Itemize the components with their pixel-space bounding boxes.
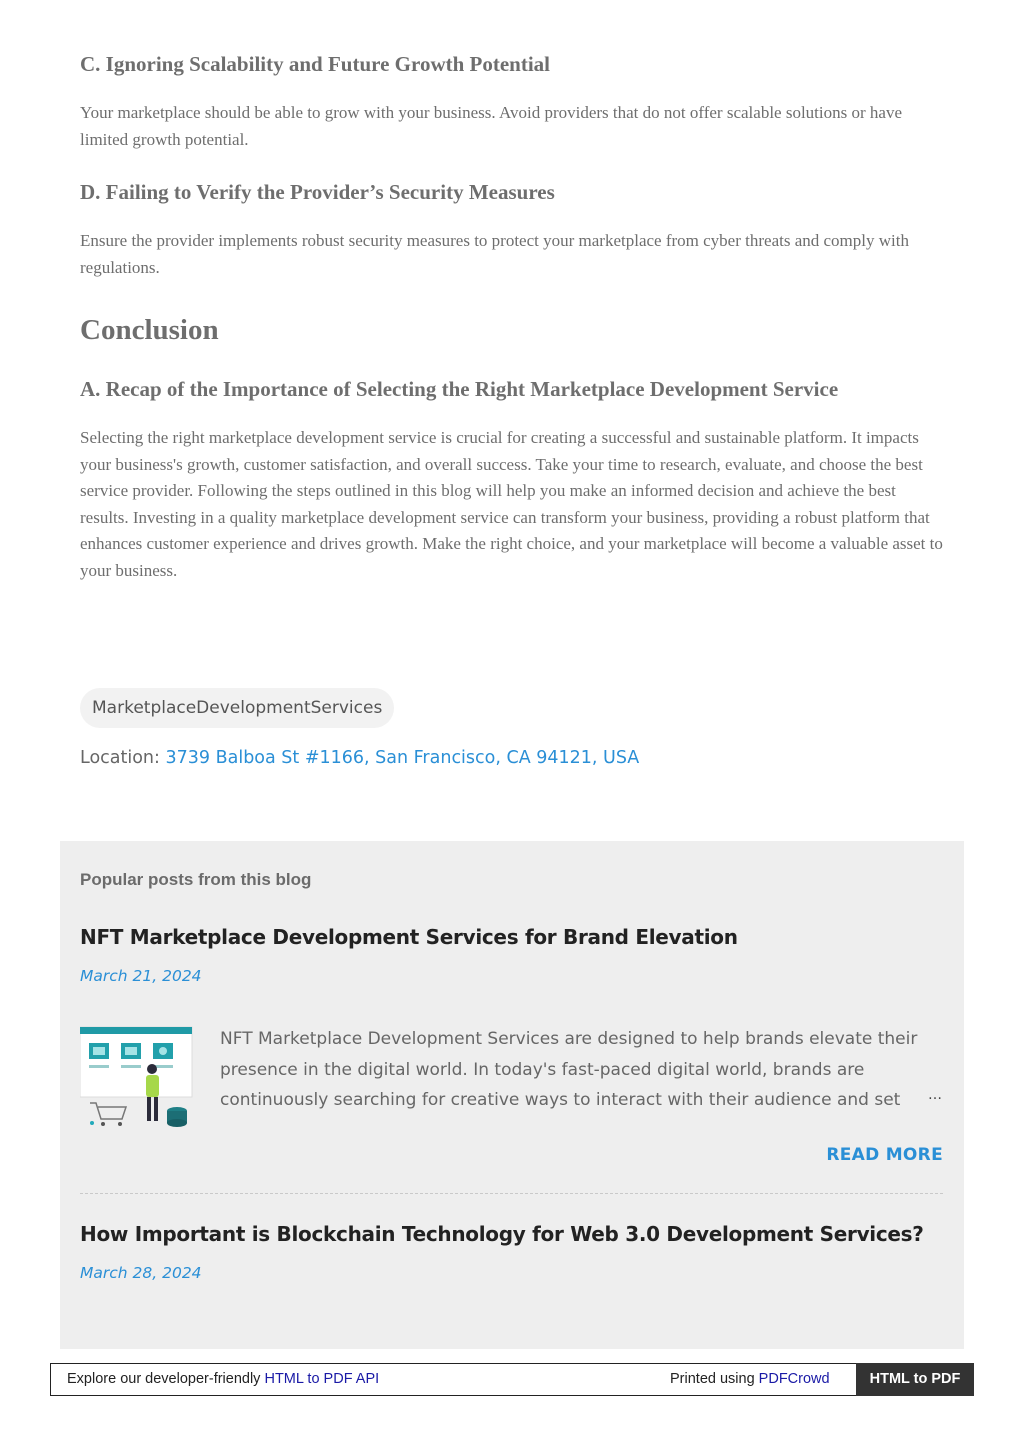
- section-d-text: Ensure the provider implements robust security measures to protect your marketplace from cyber threats and comply with regulations.: [80, 231, 909, 277]
- post-date-2[interactable]: March 28, 2024: [80, 1264, 202, 1282]
- section-c-text: Your marketplace should be able to grow with your business. Avoid providers that do not offer scalable solutions or have limited growth potential.: [80, 103, 902, 149]
- read-more-link[interactable]: READ MORE: [826, 1145, 943, 1165]
- html-to-pdf-button[interactable]: HTML to PDF: [856, 1363, 974, 1396]
- post-thumbnail-1[interactable]: [80, 1025, 194, 1129]
- post-date-1[interactable]: March 21, 2024: [80, 967, 202, 985]
- html-to-pdf-api-link[interactable]: HTML to PDF API: [264, 1371, 380, 1387]
- recap-text: Selecting the right marketplace development service is crucial for creating a successful and sustainable platform. It impacts your business's growth, customer satisfaction, and overall success. Take your time to research, evaluate, and choose the best service provider. Following the steps outlined in this blog will help you make an informed decision and achieve the best results. Investing in a quality marketplace development service can transform your business, providing a robust platform that enhances customer experience and drives growth. Make the right choice, and your marketplace will become a valuable asset to your business.: [80, 428, 943, 580]
- label-chip[interactable]: MarketplaceDevelopmentServices: [80, 688, 394, 728]
- post-divider: [80, 1193, 943, 1194]
- footer-left-text: Explore our developer-friendly: [67, 1371, 261, 1387]
- pdfcrowd-link[interactable]: PDFCrowd: [758, 1371, 830, 1387]
- post-snippet-1: NFT Marketplace Development Services are designed to help brands elevate their presence in the digital world. In today's fast-paced digital world, brands are continuously searching for creative ways to interact with their audience and set: [220, 1029, 918, 1110]
- footer-left: [67, 1371, 379, 1387]
- section-c-heading: C. Ignoring Scalability and Future Growth Potential: [80, 52, 551, 76]
- snippet-ellipsis: …: [928, 1087, 942, 1103]
- conclusion-heading: Conclusion: [80, 314, 219, 346]
- popular-posts-heading: Popular posts from this blog: [80, 870, 312, 889]
- section-d-heading: D. Failing to Verify the Provider’s Security Measures: [80, 180, 555, 204]
- location-link[interactable]: 3739 Balboa St #1166, San Francisco, CA 94121, USA: [165, 748, 640, 768]
- footer-right-text: Printed using: [670, 1371, 755, 1387]
- post-title-2[interactable]: How Important is Blockchain Technology for Web 3.0 Development Services?: [80, 1222, 924, 1246]
- pdf-footer-bar: [50, 1363, 974, 1396]
- recap-heading: A. Recap of the Importance of Selecting the Right Marketplace Development Service: [80, 377, 839, 401]
- location-label: Location:: [80, 748, 160, 768]
- popular-posts: [60, 841, 964, 1349]
- footer-right: [670, 1371, 830, 1387]
- location: [80, 748, 639, 768]
- post-title-1[interactable]: NFT Marketplace Development Services for Brand Elevation: [80, 925, 738, 949]
